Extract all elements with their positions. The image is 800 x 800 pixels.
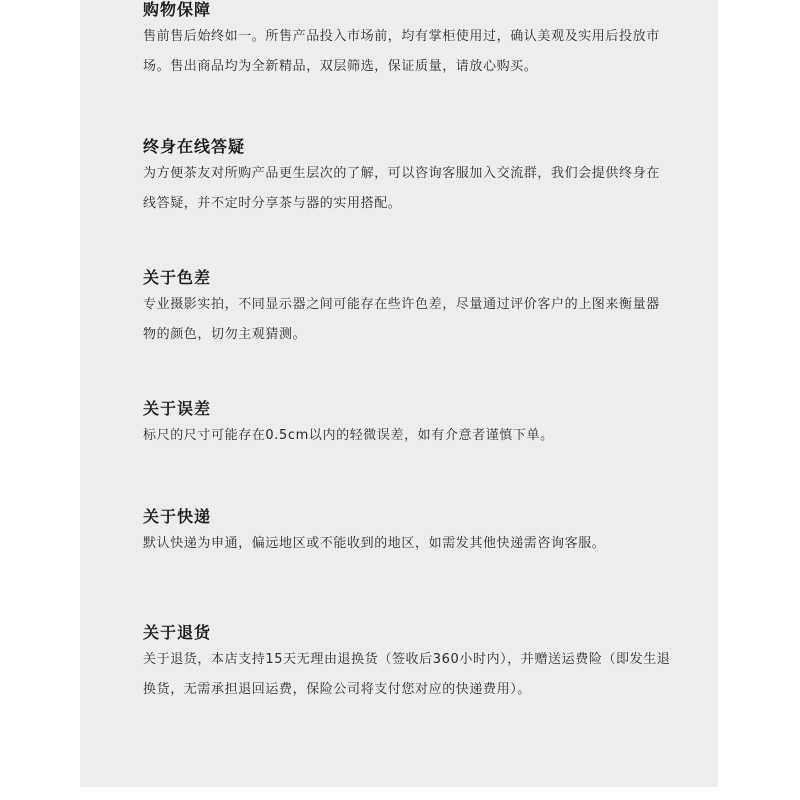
section-lifetime-support — [143, 137, 673, 219]
section-title: 关于退货 — [143, 623, 212, 642]
section-shopping-guarantee — [143, 0, 673, 82]
section-body: 售前售后始终如一。所售产品投入市场前，均有掌柜使用过，确认美观及实用后投放市场。售出商品均为全新精品，双层筛选，保证质量，请放心购买。 — [143, 29, 660, 74]
section-color-difference — [143, 268, 673, 350]
section-body: 默认快递为申通，偏远地区或不能收到的地区，如需发其他快递需咨询客服。 — [143, 536, 606, 551]
section-title: 关于误差 — [143, 399, 212, 418]
section-body: 标尺的尺寸可能存在0.5cm以内的轻微误差，如有介意者谨慎下单。 — [143, 428, 554, 443]
section-shipping — [143, 507, 673, 559]
section-title: 购物保障 — [143, 0, 212, 19]
section-title: 终身在线答疑 — [143, 137, 246, 156]
section-measurement-error — [143, 399, 673, 451]
section-returns — [143, 623, 673, 705]
section-body: 关于退货，本店支持15天无理由退换货（签收后360小时内），并赠送运费险（即发生退换货，无需承担退回运费，保险公司将支付您对应的快递费用）。 — [143, 652, 671, 697]
section-body: 专业摄影实拍，不同显示器之间可能存在些许色差，尽量通过评价客户的上图来衡量器物的颜色，切勿主观猜测。 — [143, 297, 660, 342]
section-body: 为方便茶友对所购产品更生层次的了解，可以咨询客服加入交流群，我们会提供终身在线答疑，并不定时分享茶与器的实用搭配。 — [143, 166, 660, 211]
section-title: 关于色差 — [143, 268, 212, 287]
section-title: 关于快递 — [143, 507, 212, 526]
